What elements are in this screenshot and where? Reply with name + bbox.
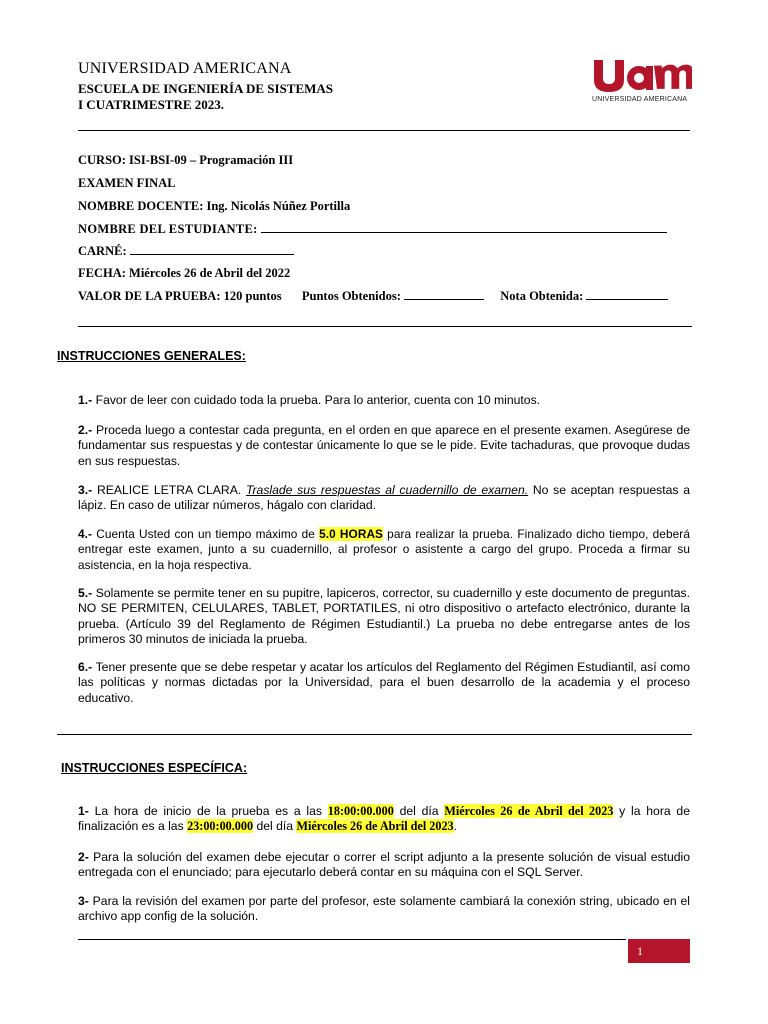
- university-logo: [590, 52, 692, 108]
- item-number: 5.-: [78, 586, 93, 600]
- item-number: 2-: [78, 850, 89, 864]
- footer-divider: [78, 939, 626, 940]
- general-item-4: [78, 527, 690, 573]
- item-text: REALICE LETRA CLARA.: [92, 483, 246, 497]
- student-name-field[interactable]: [78, 222, 667, 237]
- item-text: Tener presente que se debe respetar y acatar los artículos del Reglamento del Régimen Estudiantil, así como las políticas y normas dictadas por la Universidad, para el buen desarrollo de la academia y el proceso educativo.: [78, 660, 690, 705]
- item-number: 2.-: [78, 423, 93, 437]
- item-number: 6.-: [78, 660, 93, 674]
- specific-item-3: [78, 894, 690, 925]
- general-heading: INSTRUCCIONES GENERALES:: [57, 349, 246, 363]
- grade-label: Nota Obtenida:: [500, 289, 584, 303]
- carne-blank[interactable]: [130, 244, 294, 255]
- carne-field[interactable]: [78, 244, 294, 259]
- header-divider: [78, 130, 690, 131]
- item-text: y la hora de finalización es a las: [78, 804, 690, 834]
- item-text: Solamente se permite tener en su pupitre, lapiceros, corrector, su cuadernillo y este documento de preguntas. NO SE PERMITEN, CELULARES, TABLET, PORTATILES, ni otro dispositivo o artefacto electrónico, durante la prueba. (Artículo 39 del Reglamento de Régimen Estudiantil.) La prueba no debe entregarse antes de los primeros 30 minutos de iniciada la prueba.: [78, 586, 690, 646]
- item-emphasis: Traslade sus respuestas al cuadernillo de examen.: [245, 483, 529, 497]
- page-number: 1: [637, 944, 643, 958]
- item-text: Proceda luego a contestar cada pregunta, en el orden en que aparece en el presente examen. Asegúrese de fundamentar sus respuestas y de contestar únicamente lo que se le pide. Evite tachaduras, que provoque dudas en sus respuestas.: [78, 423, 690, 468]
- exam-type: EXAMEN FINAL: [78, 176, 176, 190]
- item-number: 3.-: [78, 483, 93, 497]
- term: I CUATRIMESTRE 2023.: [78, 97, 225, 112]
- general-divider: [57, 734, 692, 735]
- start-time: 18:00:00.000: [327, 804, 394, 818]
- specific-item-1: [78, 804, 690, 835]
- item-text: Para la revisión del examen por parte del profesor, este solamente cambiará la conexión string, ubicado en el archivo app config de la solución.: [78, 894, 690, 924]
- university-name: UNIVERSIDAD AMERICANA: [78, 60, 292, 77]
- item-number: 3-: [78, 894, 89, 908]
- points-blank[interactable]: [404, 289, 484, 300]
- school-name: ESCUELA DE INGENIERÍA DE SISTEMAS: [78, 81, 334, 96]
- general-item-1: [78, 393, 690, 408]
- item-text: No se aceptan respuestas a lápiz. En caso de utilizar números, hágalo con claridad.: [78, 483, 690, 513]
- end-date: Miércoles 26 de Abril del 2023: [296, 819, 454, 834]
- value-row: [78, 289, 668, 304]
- item-text: Para la solución del examen debe ejecutar o correr el script adjunto a la presente solución de visual estudio entregada con el enunciado; para ejecutarlo deberá contar en su máquina con el SQL Server.: [78, 850, 690, 880]
- general-item-2: [78, 423, 690, 469]
- start-date: Miércoles 26 de Abril del 2023: [444, 804, 614, 818]
- grade-blank[interactable]: [586, 289, 668, 300]
- time-highlight: 5.0 HORAS: [319, 527, 384, 541]
- general-item-3: [78, 483, 690, 514]
- points-label: Puntos Obtenidos:: [301, 289, 401, 303]
- date-line: FECHA: Miércoles 26 de Abril del 2022: [78, 266, 291, 280]
- student-name-label: NOMBRE DEL ESTUDIANTE:: [78, 222, 258, 236]
- course-line: CURSO: ISI-BSI-09 – Programación III: [78, 153, 294, 167]
- specific-item-2: [78, 850, 690, 881]
- item-text: Favor de leer con cuidado toda la prueba. Para lo anterior, cuenta con 10 minutos.: [92, 393, 541, 407]
- item-text: del día: [253, 819, 297, 834]
- teacher-line: NOMBRE DOCENTE: Ing. Nicolás Núñez Portilla: [78, 199, 351, 213]
- item-text: del día: [393, 804, 445, 818]
- exam-value: VALOR DE LA PRUEBA: 120 puntos: [78, 289, 282, 303]
- item-text: La hora de inicio de la prueba es a las: [88, 804, 328, 818]
- end-time: 23:00:00.000: [187, 819, 254, 834]
- item-text: Cuenta Usted con un tiempo máximo de: [92, 527, 320, 541]
- specific-heading: INSTRUCCIONES ESPECÍFICA:: [61, 761, 248, 775]
- carne-label: CARNÉ:: [78, 244, 127, 258]
- general-item-6: [78, 660, 690, 706]
- item-text: para realizar la prueba. Finalizado dicho tiempo, deberá entregar este examen, junto a su cuadernillo, al profesor o asistente a cargo del grupo. Proceda a firmar su asistencia, en la hoja respectiva.: [78, 527, 690, 572]
- item-number: 1-: [78, 804, 89, 818]
- info-divider: [78, 326, 692, 327]
- general-item-5: [78, 586, 690, 647]
- uam-logo-icon: [590, 52, 692, 96]
- logo-caption: UNIVERSIDAD AMERICANA: [592, 96, 688, 103]
- item-number: 4.-: [78, 527, 93, 541]
- item-number: 1.-: [78, 393, 93, 407]
- item-text: .: [453, 819, 458, 834]
- student-name-blank[interactable]: [261, 222, 667, 233]
